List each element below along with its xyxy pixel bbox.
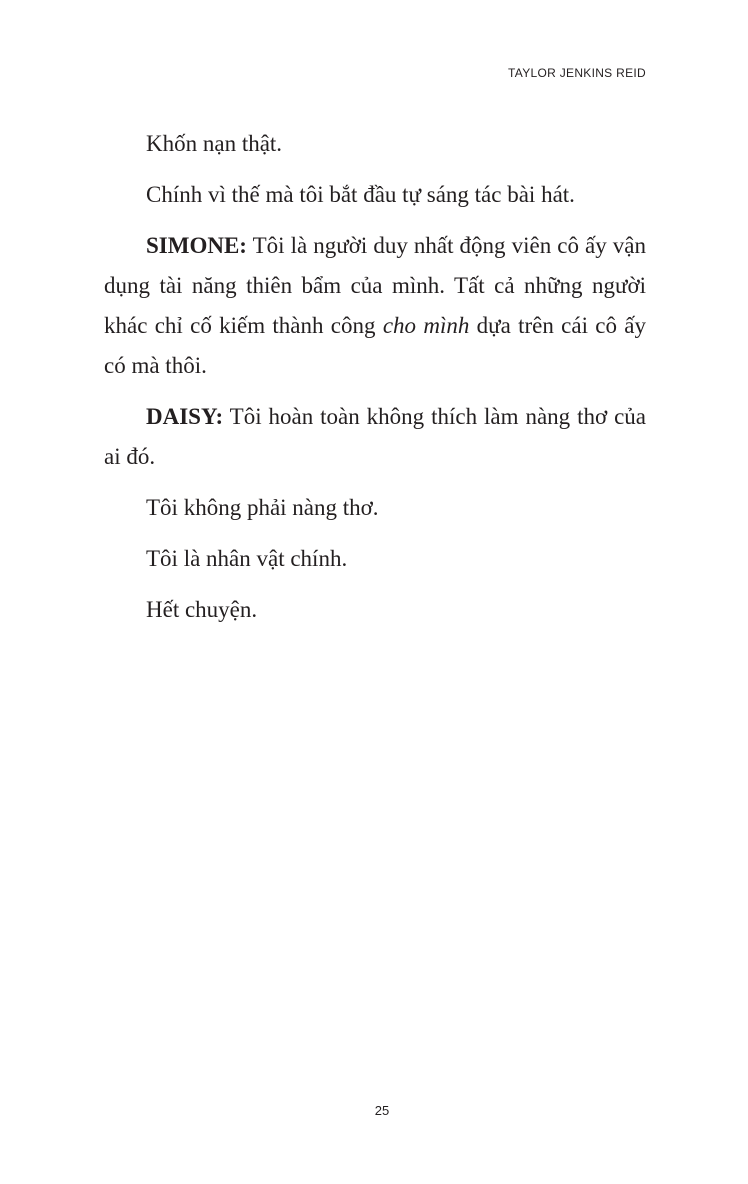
paragraph-6: Tôi là nhân vật chính. <box>146 546 348 571</box>
paragraph-7: Hết chuyện. <box>146 597 258 622</box>
speaker-daisy: DAISY: <box>146 404 224 429</box>
page-number: 25 <box>374 1103 390 1118</box>
paragraph-5: Tôi không phải nàng thơ. <box>146 495 379 520</box>
simone-emphasis: cho mình <box>382 313 470 338</box>
paragraph-2: Chính vì thế mà tôi bắt đầu tự sáng tác bài hát. <box>146 182 575 207</box>
running-header-author: TAYLOR JENKINS REID <box>508 66 646 80</box>
simone-text-before: Tôi là người duy nhất động viên cô ấy vận dụng tài năng thiên bẩm của mình. Tất cả những người khác chỉ cố kiếm thành công <box>104 233 646 338</box>
body-text <box>104 124 646 641</box>
paragraph-1: Khốn nạn thật. <box>146 131 283 156</box>
speaker-simone: SIMONE: <box>146 233 247 258</box>
simone-text-after: dựa trên cái cô ấy có mà thôi. <box>104 313 646 378</box>
paragraph-simone <box>104 226 646 386</box>
daisy-text: Tôi hoàn toàn không thích làm nàng thơ của ai đó. <box>104 404 646 469</box>
paragraph-daisy <box>104 397 646 477</box>
